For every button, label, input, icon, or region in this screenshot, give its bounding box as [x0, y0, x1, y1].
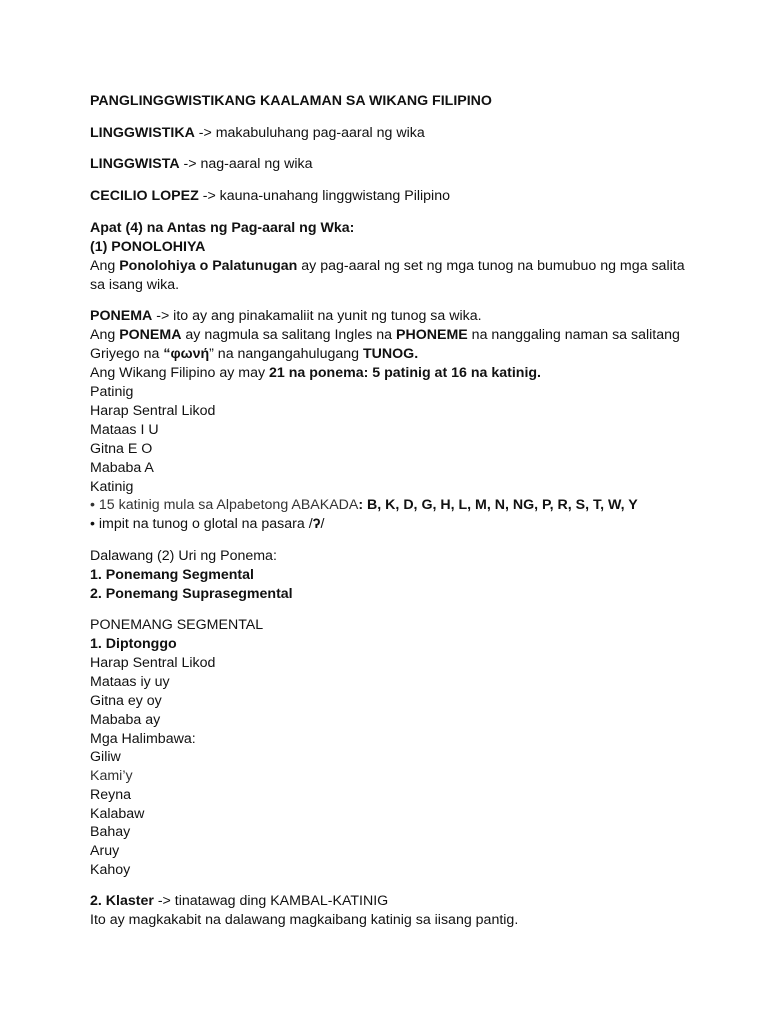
example-word: Kahoy	[90, 862, 131, 878]
ponolohiya-paragraph-line2: sa isang wika.	[90, 277, 180, 293]
ponema-definition: PONEMA -> ito ay ang pinakamaliit na yunit ng tunog sa wika.	[90, 308, 482, 324]
definition-linggwista: LINGGWISTA -> nag-aaral ng wika	[90, 156, 313, 172]
segmental-line: Mababa ay	[90, 712, 161, 728]
bullet-glotal: • impit na tunog o glotal na pasara /ʔ/	[90, 516, 325, 532]
patinig-line: Mataas I U	[90, 422, 159, 438]
bullet-katinig-list: • 15 katinig mula sa Alpabetong ABAKADA: B, K, D, G, H, L, M, N, NG, P, R, S, T, W, Y	[90, 497, 638, 513]
ponolohiya-subheading: (1) PONOLOHIYA	[90, 239, 206, 255]
definition-linggwistika: LINGGWISTIKA -> makabuluhang pag-aaral ng wika	[90, 125, 425, 141]
klaster-description: Ito ay magkakabit na dalawang magkaibang katinig sa iisang pantig.	[90, 912, 519, 928]
klaster-definition: 2. Klaster -> tinatawag ding KAMBAL-KATINIG	[90, 893, 389, 909]
katinig-label: Katinig	[90, 479, 134, 495]
patinig-line: Gitna E O	[90, 441, 153, 457]
segmental-heading: PONEMANG SEGMENTAL	[90, 617, 264, 633]
uri-heading: Dalawang (2) Uri ng Ponema:	[90, 548, 277, 564]
patinig-line: Patinig	[90, 384, 134, 400]
diptonggo-subheading: 1. Diptonggo	[90, 636, 177, 652]
document-title: PANGLINGGWISTIKANG KAALAMAN SA WIKANG FILIPINO	[90, 93, 492, 109]
definition-cecilio-lopez: CECILIO LOPEZ -> kauna-unahang linggwistang Pilipino	[90, 188, 450, 204]
uri-item: 2. Ponemang Suprasegmental	[90, 586, 293, 602]
patinig-line: Mababa A	[90, 460, 154, 476]
example-word: Aruy	[90, 843, 120, 859]
ponema-origin-line1: Ang PONEMA ay nagmula sa salitang Ingles na PHONEME na nanggaling naman sa salitang	[90, 327, 680, 343]
ponema-origin-line2: Griyego na “φωνή” na nangangahulugang TUNOG.	[90, 346, 419, 362]
antas-heading: Apat (4) na Antas ng Pag-aaral ng Wka:	[90, 220, 355, 236]
example-word: Kami’y	[90, 768, 133, 784]
uri-item: 1. Ponemang Segmental	[90, 567, 254, 583]
example-word: Bahay	[90, 824, 131, 840]
example-word: Kalabaw	[90, 806, 145, 822]
example-word: Giliw	[90, 749, 121, 765]
patinig-line: Harap Sentral Likod	[90, 403, 216, 419]
segmental-line: Harap Sentral Likod	[90, 655, 216, 671]
example-word: Reyna	[90, 787, 132, 803]
segmental-line: Mga Halimbawa:	[90, 731, 196, 747]
segmental-line: Gitna ey oy	[90, 693, 162, 709]
ponolohiya-paragraph-line1: Ang Ponolohiya o Palatunugan ay pag-aaral ng set ng mga tunog na bumubuo ng mga salita	[90, 258, 685, 274]
ponema-count-line: Ang Wikang Filipino ay may 21 na ponema: 5 patinig at 16 na katinig.	[90, 365, 541, 381]
segmental-line: Mataas iy uy	[90, 674, 170, 690]
